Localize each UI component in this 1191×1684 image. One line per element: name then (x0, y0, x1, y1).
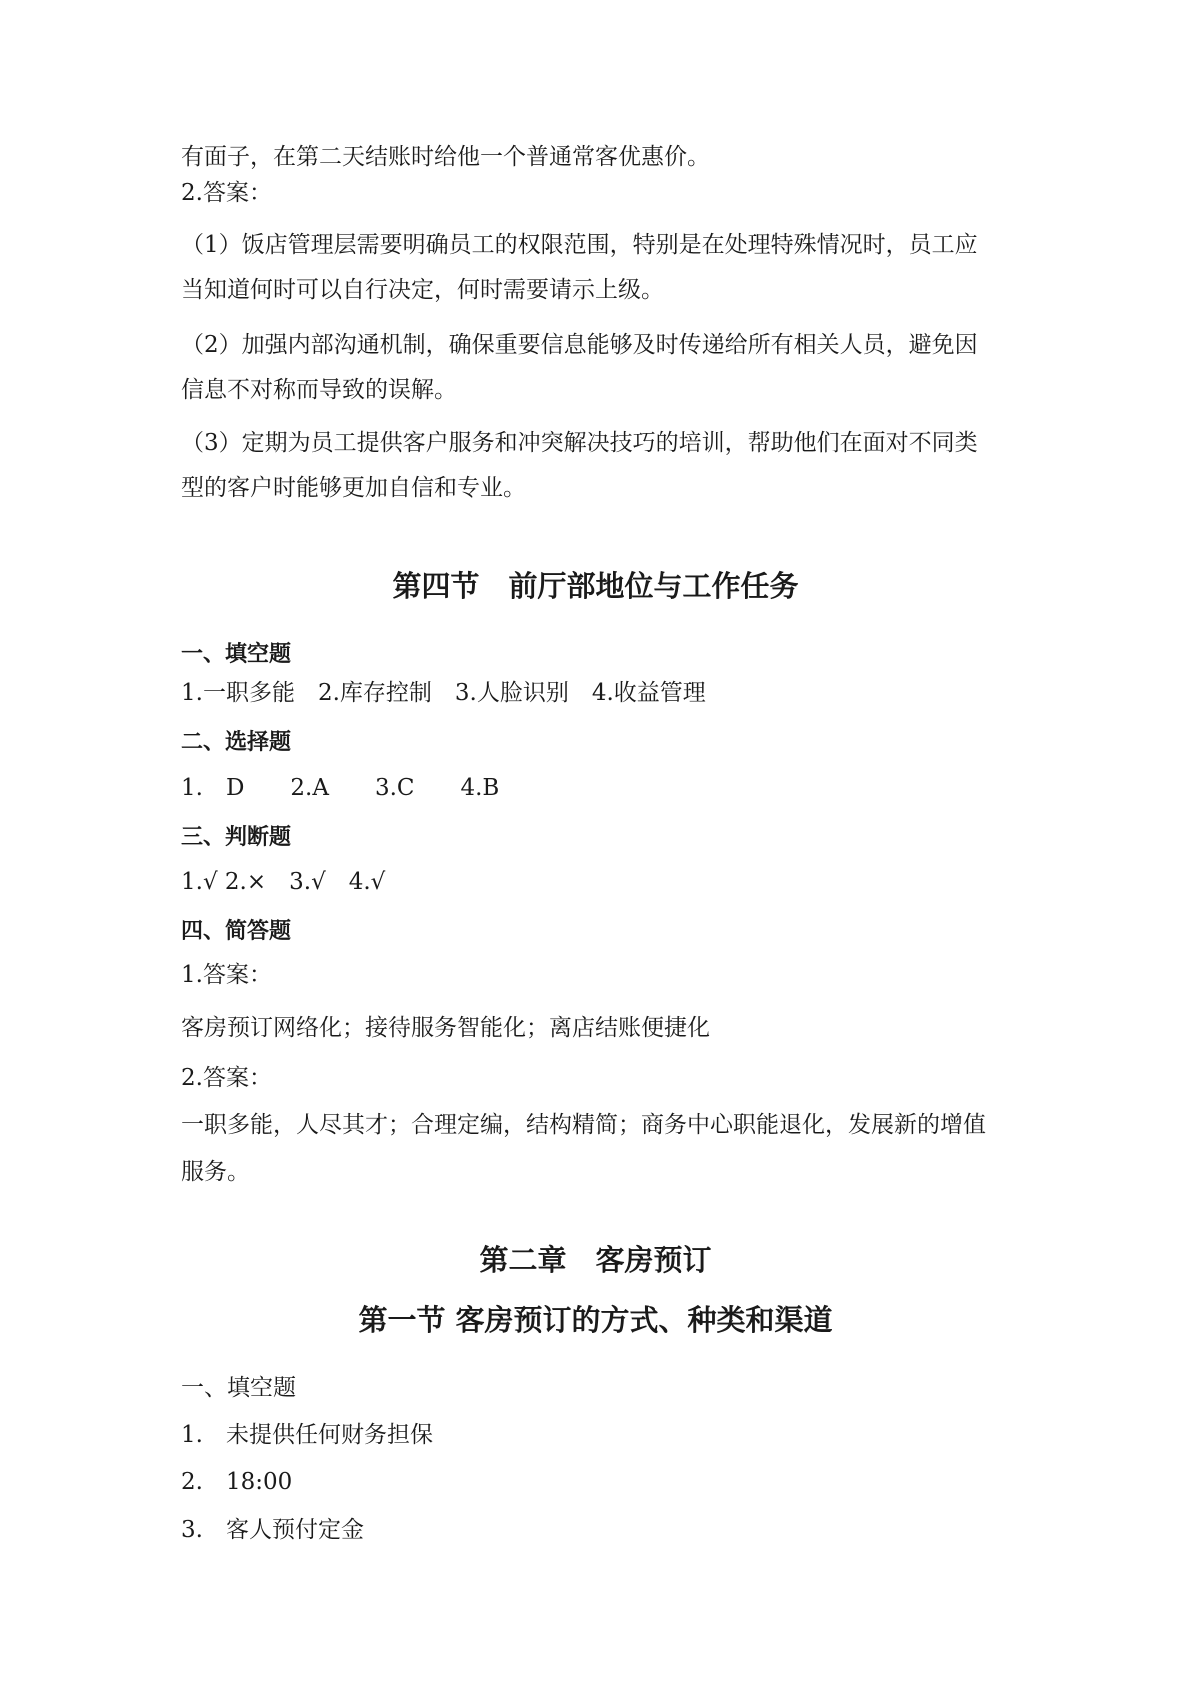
answer-2-point-line: 当知道何时可以自行决定，何时需要请示上级。 (181, 277, 664, 303)
short-answer-2-label: 2.答案： (181, 1065, 272, 1091)
fill-blank-heading: 一、填空题 (181, 642, 292, 667)
short-answer-2-text: 服务。 (181, 1159, 250, 1185)
chapter-2-fill-blank-item: 1. 未提供任何财务担保 (181, 1422, 433, 1448)
answer-2-point-line: （3）定期为员工提供客户服务和冲突解决技巧的培训，帮助他们在面对不同类 (181, 430, 978, 456)
answer-2-point-line: （2）加强内部沟通机制，确保重要信息能够及时传递给所有相关人员，避免因 (181, 332, 978, 358)
answer-2-point-line: 信息不对称而导致的误解。 (181, 377, 457, 403)
answer-2-point-line: 型的客户时能够更加自信和专业。 (181, 475, 526, 501)
answer-continuation: 有面子，在第二天结账时给他一个普通常客优惠价。 (181, 144, 710, 170)
short-answer-1-text: 客房预订网络化；接待服务智能化；离店结账便捷化 (181, 1015, 710, 1041)
choice-heading: 二、选择题 (181, 730, 292, 755)
short-answer-heading: 四、简答题 (181, 919, 292, 944)
answer-2-label: 2.答案： (181, 180, 272, 206)
answer-2-point-line: （1）饭店管理层需要明确员工的权限范围，特别是在处理特殊情况时，员工应 (181, 232, 978, 258)
fill-blank-answers: 1.一职多能 2.库存控制 3.人脸识别 4.收益管理 (181, 680, 706, 706)
short-answer-1-label: 1.答案： (181, 962, 272, 988)
chapter-2-fill-blank-item: 3. 客人预付定金 (181, 1517, 364, 1543)
judge-heading: 三、判断题 (181, 825, 292, 850)
section-4-title: 第四节 前厅部地位与工作任务 (392, 569, 799, 603)
judge-answers: 1.√ 2.× 3.√ 4.√ (181, 869, 386, 895)
choice-answers: 1. D 2.A 3.C 4.B (181, 775, 500, 801)
chapter-2-fill-blank-item: 2. 18:00 (181, 1469, 293, 1495)
chapter-2-fill-blank-heading: 一、填空题 (181, 1375, 296, 1401)
short-answer-2-text: 一职多能，人尽其才；合理定编，结构精简；商务中心职能退化，发展新的增值 (181, 1112, 986, 1138)
chapter-2-title: 第二章 客房预订 (479, 1243, 712, 1277)
chapter-2-section-1-title: 第一节 客房预订的方式、种类和渠道 (358, 1303, 833, 1337)
